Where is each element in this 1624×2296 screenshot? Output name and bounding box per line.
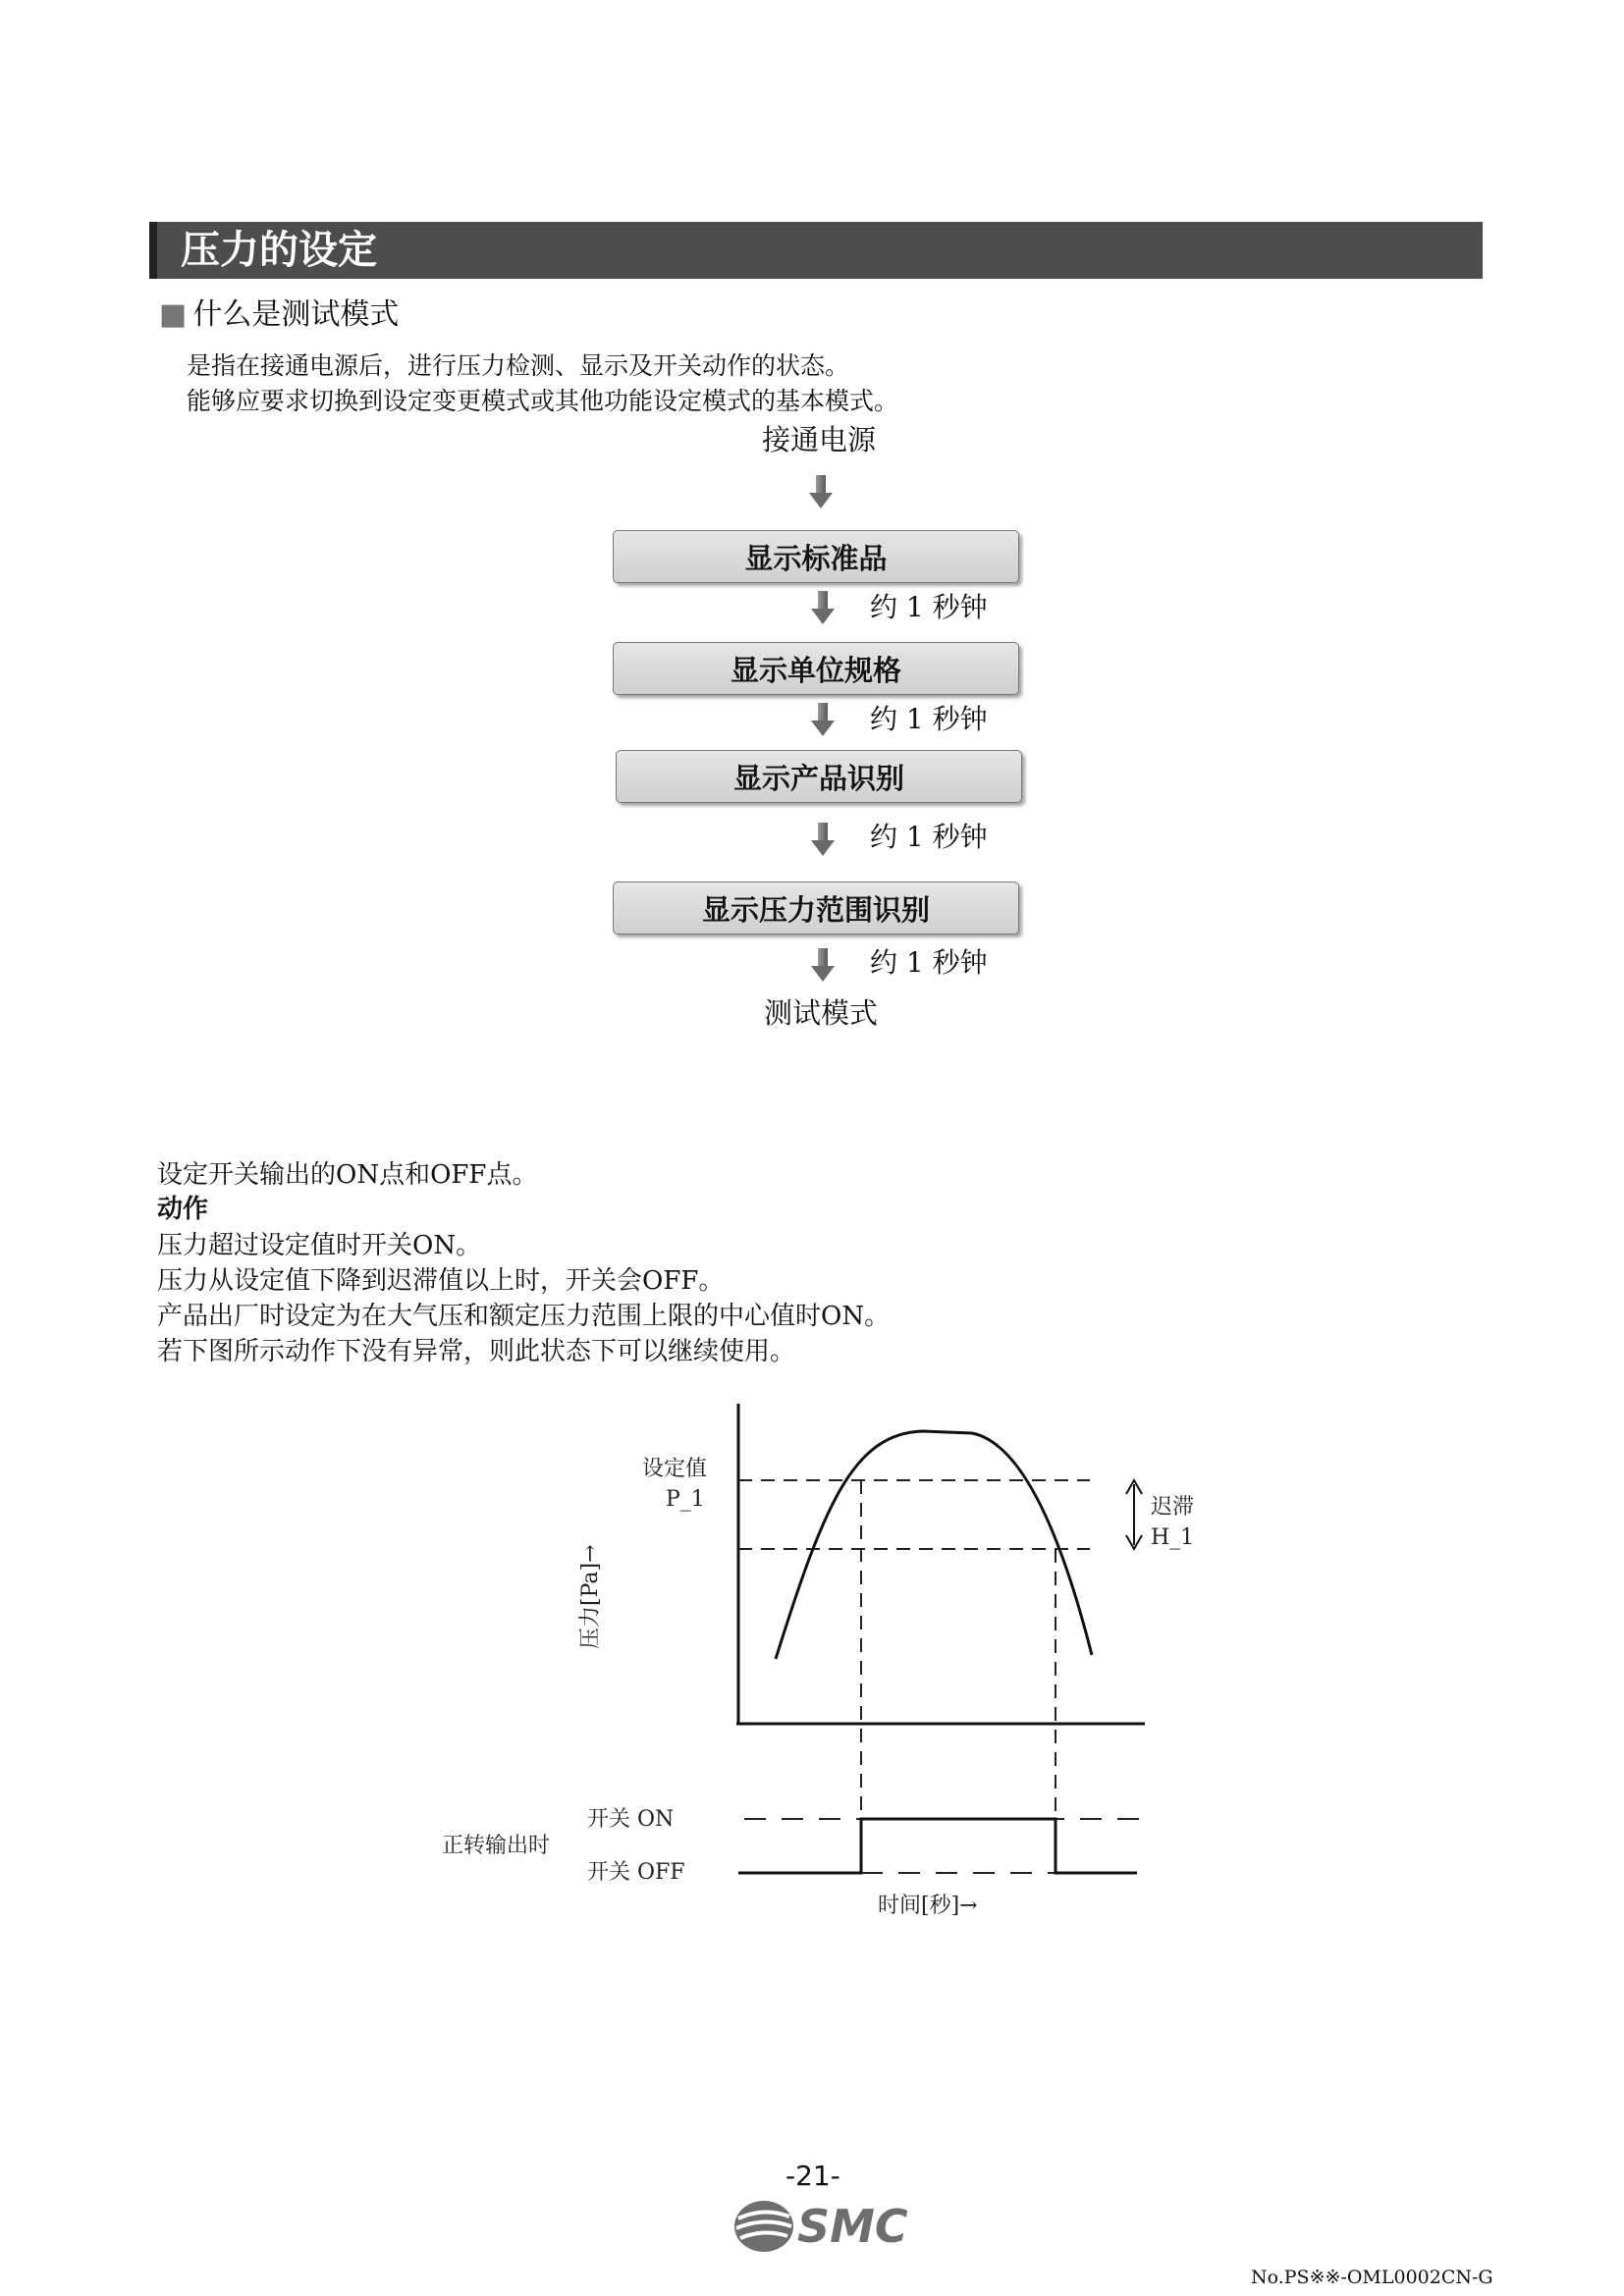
square-bullet-icon: ■: [159, 297, 188, 332]
operation-heading: 动作: [157, 1195, 209, 1224]
hysteresis-label: 迟滞: [1151, 1495, 1195, 1520]
smc-logo: [732, 2195, 913, 2258]
flow-step-label: 显示单位规格: [730, 653, 901, 687]
smc-logo-text: SMC: [797, 2200, 908, 2253]
output-mode-label: 正转输出时: [442, 1834, 551, 1858]
x-axis-label: 时间[秒]→: [878, 1894, 978, 1918]
section-title: 压力的设定: [181, 228, 377, 273]
set-value-label: 设定值: [642, 1457, 708, 1481]
pressure-curve: [776, 1431, 1092, 1659]
flow-start-label: 接通电源: [762, 423, 877, 456]
intro-line-1: 是指在接通电源后，进行压力检测、显示及开关动作的状态。: [187, 351, 850, 380]
y-axis-label: 压力[Pa]→: [578, 1544, 603, 1649]
smc-logo-mark-icon: [734, 2201, 793, 2252]
switch-off-label: 开关 OFF: [587, 1860, 685, 1885]
set-value-code: P_1: [666, 1487, 705, 1512]
operation-line: 产品出厂时设定为在大气压和额定压力范围上限的中心值时ON。: [157, 1302, 891, 1331]
flow-step-label: 显示产品识别: [732, 761, 904, 795]
flow-step-label: 显示标准品: [744, 541, 888, 575]
flow-step-time: 约 1 秒钟: [870, 591, 988, 623]
operation-intro: 设定开关输出的ON点和OFF点。: [157, 1160, 538, 1190]
page-number: -21-: [785, 2160, 840, 2192]
flow-step-label: 显示压力范围识别: [701, 892, 930, 927]
intro-line-2: 能够应要求切换到设定变更模式或其他功能设定模式的基本模式。: [187, 387, 899, 415]
flow-step-time: 约 1 秒钟: [870, 821, 988, 853]
subheading-text: 什么是测试模式: [192, 297, 400, 332]
operation-line: 压力超过设定值时开关ON。: [157, 1231, 482, 1260]
operation-line: 若下图所示动作下没有异常，则此状态下可以继续使用。: [157, 1337, 796, 1366]
switch-on-label: 开关 ON: [587, 1807, 675, 1832]
hysteresis-code: H_1: [1151, 1525, 1195, 1550]
flow-end-label: 测试模式: [764, 996, 879, 1030]
operation-line: 压力从设定值下降到迟滞值以上时，开关会OFF。: [157, 1266, 725, 1296]
document-number: No.PS※※-OML0002CN-G: [1251, 2267, 1493, 2288]
flow-step-time: 约 1 秒钟: [870, 946, 988, 979]
flow-step-time: 约 1 秒钟: [870, 703, 988, 735]
switch-output-waveform: [738, 1819, 1137, 1873]
